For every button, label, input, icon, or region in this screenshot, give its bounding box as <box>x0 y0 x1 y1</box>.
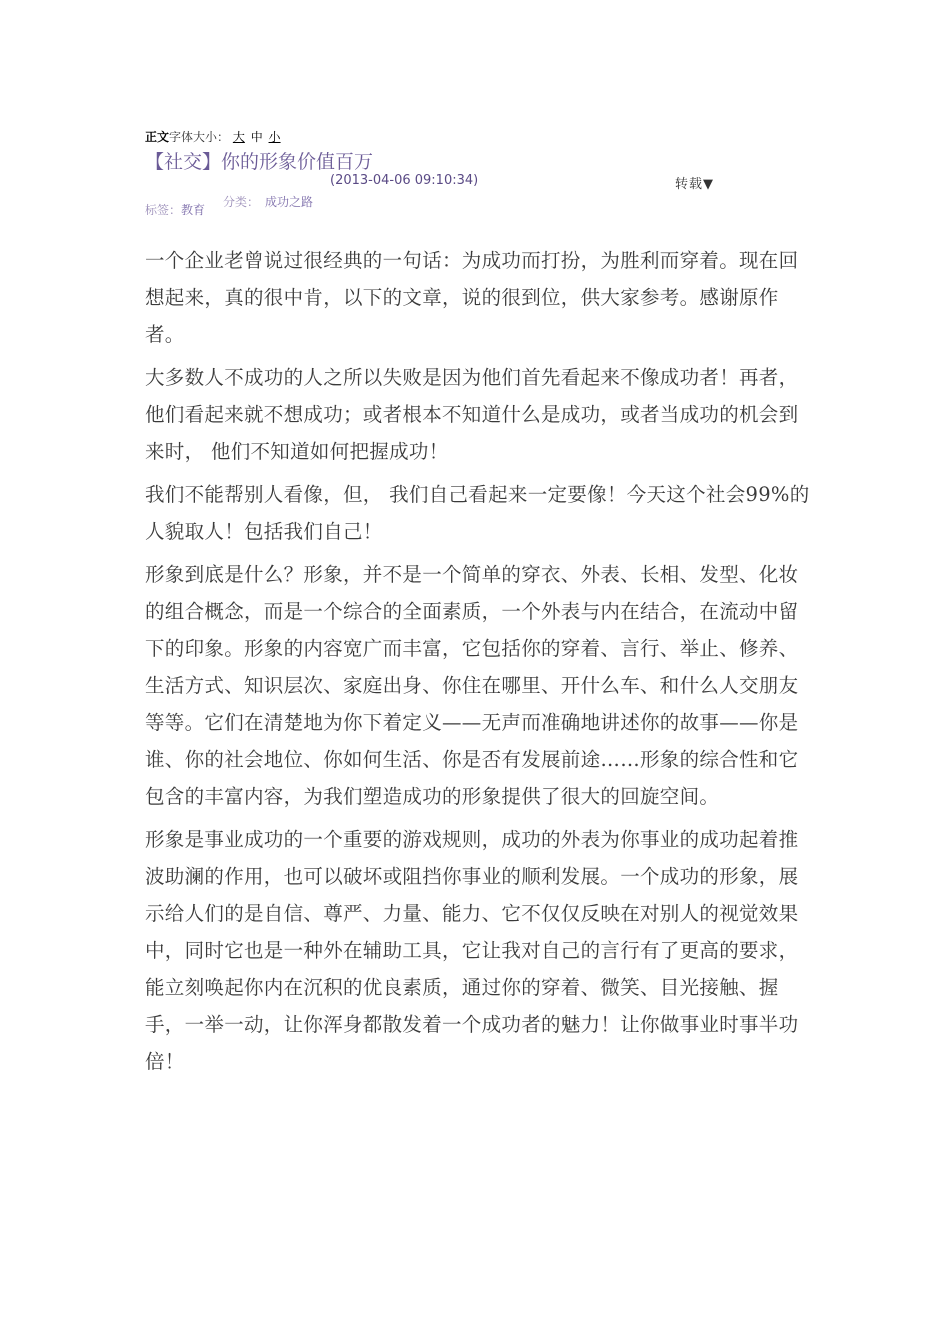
category-link[interactable]: 成功之路 <box>265 195 314 209</box>
body-text-label: 正文 <box>145 130 170 144</box>
tags-block <box>145 197 207 223</box>
article-page <box>145 127 810 1086</box>
category-label: 分类： <box>223 195 260 209</box>
article-body <box>145 242 810 1080</box>
font-size-label: 字体大小： <box>169 130 230 144</box>
category-block <box>223 193 313 210</box>
font-size-controls <box>145 127 810 147</box>
paragraph: 形象到底是什么？形象，并不是一个简单的穿衣、外表、长相、发型、化妆的组合概念，而是一个综合的全面素质，一个外表与内在结合，在流动中留下的印象。形象的内容宽广而丰富，它包括你的穿着、言行、举止、修养、生活方式、知识层次、家庭出身、你住在哪里、开什么车、和什么人交朋友等等。它们在清楚地为你下着定义——无声而准确地讲述你的故事——你是谁、你的社会地位、你如何生活、你是否有发展前途……形象的综合性和它包含的丰富内容，为我们塑造成功的形象提供了很大的回旋空间。 <box>145 563 799 808</box>
paragraph: 我们不能帮别人看像，但， 我们自己看起来一定要像！今天这个社会99%的人貌取人！包括我们自己！ <box>145 483 810 543</box>
paragraph: 一个企业老曾说过很经典的一句话：为成功而打扮，为胜利而穿着。现在回想起来，真的很中肯，以下的文章，说的很到位，供大家参考。感谢原作者。 <box>145 249 799 346</box>
repost-dropdown[interactable]: 转载▼ <box>675 177 714 192</box>
article-title: 【社交】你的形象价值百万 <box>145 151 374 173</box>
font-size-small-link[interactable]: 小 <box>268 130 281 144</box>
article-tags-row <box>145 197 810 245</box>
article-date: (2013-04-06 09:10:34) <box>330 173 479 188</box>
font-size-large-link[interactable]: 大 <box>232 130 245 144</box>
tags-label: 标签： <box>145 203 182 217</box>
tag-link[interactable]: 教育 <box>181 203 206 217</box>
paragraph: 大多数人不成功的人之所以失败是因为他们首先看起来不像成功者！再者，他们看起来就不想成功；或者根本不知道什么是成功，或者当成功的机会到来时， 他们不知道如何把握成功！ <box>145 366 799 463</box>
font-size-medium-link[interactable]: 中 <box>250 130 263 144</box>
paragraph: 形象是事业成功的一个重要的游戏规则，成功的外表为你事业的成功起着推波助澜的作用，也可以破坏或阻挡你事业的顺利发展。一个成功的形象，展示给人们的是自信、尊严、力量、能力、它不仅仅反映在对别人的视觉效果中，同时它也是一种外在辅助工具，它让我对自己的言行有了更高的要求，能立刻唤起你内在沉积的优良素质，通过你的穿着、微笑、目光接触、握手，一举一动，让你浑身都散发着一个成功者的魅力！让你做事业时事半功倍！ <box>145 828 799 1073</box>
